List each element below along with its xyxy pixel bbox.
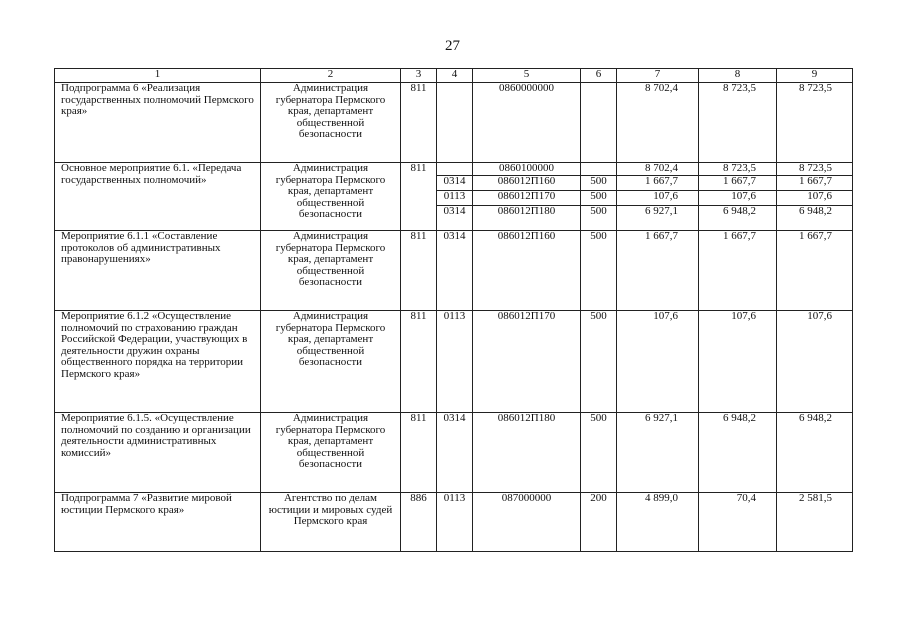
csr-cell: 0860100000 bbox=[473, 163, 581, 176]
header-cell: 8 bbox=[699, 69, 777, 83]
amount-year2-cell: 6 948,2 bbox=[699, 206, 777, 231]
amount-year3-cell: 8 723,5 bbox=[777, 83, 853, 163]
vr-cell bbox=[581, 163, 617, 176]
table-row bbox=[55, 231, 853, 311]
program-name-cell: Мероприятие 6.1.2 «Осуществление полномочий по страхованию граждан Российской Федерации, участвующих в деятельности дружин охраны общественного порядка на территории Пермского края» bbox=[55, 311, 261, 413]
executor-cell: Администрация губернатора Пермского края, департамент общественной безопасности bbox=[261, 83, 401, 163]
table-row bbox=[55, 493, 853, 552]
amount-year2-cell: 6 948,2 bbox=[699, 413, 777, 493]
executor-cell: Администрация губернатора Пермского края, департамент общественной безопасности bbox=[261, 163, 401, 231]
amount-year2-cell: 8 723,5 bbox=[699, 163, 777, 176]
amount-year2-cell: 107,6 bbox=[699, 311, 777, 413]
table-row bbox=[55, 83, 853, 163]
amount-year1-cell: 8 702,4 bbox=[617, 83, 699, 163]
grbs-cell: 811 bbox=[401, 311, 437, 413]
header-cell: 4 bbox=[437, 69, 473, 83]
amount-year2-cell: 1 667,7 bbox=[699, 231, 777, 311]
vr-cell: 500 bbox=[581, 231, 617, 311]
program-name-cell: Подпрограмма 7 «Развитие мировой юстиции Пермского края» bbox=[55, 493, 261, 552]
amount-year1-cell: 6 927,1 bbox=[617, 413, 699, 493]
header-cell: 9 bbox=[777, 69, 853, 83]
amount-year3-cell: 2 581,5 bbox=[777, 493, 853, 552]
vr-cell: 500 bbox=[581, 206, 617, 231]
rz-cell bbox=[437, 83, 473, 163]
table-row bbox=[55, 163, 853, 176]
csr-cell: 0860000000 bbox=[473, 83, 581, 163]
grbs-cell: 811 bbox=[401, 413, 437, 493]
rz-cell: 0113 bbox=[437, 311, 473, 413]
amount-year1-cell: 107,6 bbox=[617, 191, 699, 206]
amount-year2-cell: 1 667,7 bbox=[699, 176, 777, 191]
rz-cell: 0113 bbox=[437, 493, 473, 552]
amount-year3-cell: 8 723,5 bbox=[777, 163, 853, 176]
program-name-cell: Мероприятие 6.1.5. «Осуществление полномочий по созданию и организации деятельности административных комиссий» bbox=[55, 413, 261, 493]
grbs-cell: 811 bbox=[401, 231, 437, 311]
csr-cell: 086012П160 bbox=[473, 231, 581, 311]
vr-cell: 200 bbox=[581, 493, 617, 552]
amount-year2-cell: 107,6 bbox=[699, 191, 777, 206]
rz-cell: 0314 bbox=[437, 231, 473, 311]
program-name-cell: Основное мероприятие 6.1. «Передача государственных полномочий» bbox=[55, 163, 261, 231]
header-cell: 6 bbox=[581, 69, 617, 83]
vr-cell: 500 bbox=[581, 176, 617, 191]
header-cell: 2 bbox=[261, 69, 401, 83]
amount-year3-cell: 1 667,7 bbox=[777, 231, 853, 311]
amount-year3-cell: 1 667,7 bbox=[777, 176, 853, 191]
amount-year1-cell: 107,6 bbox=[617, 311, 699, 413]
amount-year3-cell: 107,6 bbox=[777, 311, 853, 413]
program-name-cell: Подпрограмма 6 «Реализация государственных полномочий Пермского края» bbox=[55, 83, 261, 163]
header-cell: 7 bbox=[617, 69, 699, 83]
amount-year1-cell: 1 667,7 bbox=[617, 231, 699, 311]
rz-cell bbox=[437, 163, 473, 176]
executor-cell: Администрация губернатора Пермского края, департамент общественной безопасности bbox=[261, 311, 401, 413]
vr-cell: 500 bbox=[581, 311, 617, 413]
page-number: 27 bbox=[445, 38, 460, 54]
rz-cell: 0314 bbox=[437, 413, 473, 493]
amount-year3-cell: 107,6 bbox=[777, 191, 853, 206]
amount-year1-cell: 6 927,1 bbox=[617, 206, 699, 231]
header-cell: 3 bbox=[401, 69, 437, 83]
rz-cell: 0314 bbox=[437, 206, 473, 231]
amount-year1-cell: 8 702,4 bbox=[617, 163, 699, 176]
grbs-cell: 886 bbox=[401, 493, 437, 552]
executor-cell: Администрация губернатора Пермского края, департамент общественной безопасности bbox=[261, 413, 401, 493]
vr-cell bbox=[581, 83, 617, 163]
program-name-cell: Мероприятие 6.1.1 «Составление протоколов об административных правонарушениях» bbox=[55, 231, 261, 311]
csr-cell: 087000000 bbox=[473, 493, 581, 552]
budget-table bbox=[54, 68, 853, 552]
amount-year1-cell: 1 667,7 bbox=[617, 176, 699, 191]
csr-cell: 086012П170 bbox=[473, 191, 581, 206]
csr-cell: 086012П160 bbox=[473, 176, 581, 191]
executor-cell: Агентство по делам юстиции и мировых судей Пермского края bbox=[261, 493, 401, 552]
vr-cell: 500 bbox=[581, 413, 617, 493]
csr-cell: 086012П170 bbox=[473, 311, 581, 413]
header-cell: 1 bbox=[55, 69, 261, 83]
table-row bbox=[55, 413, 853, 493]
amount-year2-cell: 70,4 bbox=[699, 493, 777, 552]
vr-cell: 500 bbox=[581, 191, 617, 206]
header-row bbox=[55, 69, 853, 83]
amount-year3-cell: 6 948,2 bbox=[777, 206, 853, 231]
rz-cell: 0113 bbox=[437, 191, 473, 206]
amount-year3-cell: 6 948,2 bbox=[777, 413, 853, 493]
header-cell: 5 bbox=[473, 69, 581, 83]
grbs-cell: 811 bbox=[401, 83, 437, 163]
grbs-cell: 811 bbox=[401, 163, 437, 231]
table-row bbox=[55, 311, 853, 413]
csr-cell: 086012П180 bbox=[473, 206, 581, 231]
amount-year1-cell: 4 899,0 bbox=[617, 493, 699, 552]
rz-cell: 0314 bbox=[437, 176, 473, 191]
executor-cell: Администрация губернатора Пермского края, департамент общественной безопасности bbox=[261, 231, 401, 311]
csr-cell: 086012П180 bbox=[473, 413, 581, 493]
amount-year2-cell: 8 723,5 bbox=[699, 83, 777, 163]
